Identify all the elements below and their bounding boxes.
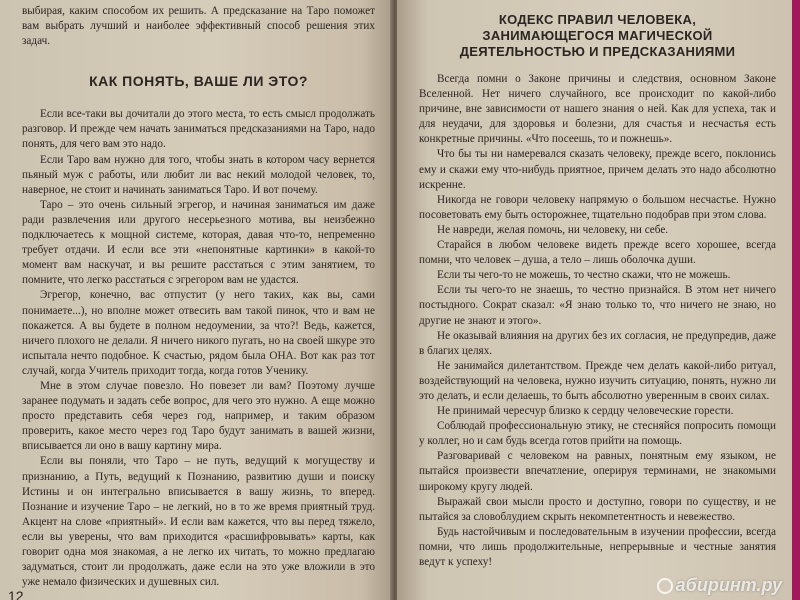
rule-paragraph: Если ты чего-то не можешь, то честно скажи, что не можешь. [437,269,731,282]
rule-paragraph: Не оказывай влияния на других без их согласия, не предупредив, даже в благих целях. [419,329,776,357]
rule-paragraph: Если ты чего-то не знаешь, то честно признайся. В этом нет ничего постыдного. Сократ сказал: «Я знаю только то, что ничего не знаю, но другие не знают и этого». [419,284,776,327]
chapter-heading-line: ЗАНИМАЮЩЕГОСЯ МАГИЧЕСКОЙ [482,28,713,43]
chapter-heading-line: ДЕЯТЕЛЬНОСТЬЮ И ПРЕДСКАЗАНИЯМИ [459,44,736,59]
left-paragraph: Таро – это очень сильный эгрегор, и начиная заниматься им даже ради развлечения или другого несерьезного мотива, вы неизбежно подключаетесь к мощной системе, которая, давая что-то, непременно требует отдачи. И если все эти «непонятные картинки» в какой-то момент вам наскучат, и вы решите расстаться с этим занятием, то помните, что легко расстаться с эгрегором вам не удастся. [22,198,375,287]
watermark [657,575,782,596]
chapter-heading-line: КОДЕКС ПРАВИЛ ЧЕЛОВЕКА, [498,12,697,27]
rule-paragraph: Всегда помни о Законе причины и следствия, основном Законе Вселенной. Нет ничего случайного, все происходит по какой-либо причине, вне зависимости от нашего знания о ней. Как для успеха, так и для неудачи, для здоровья и болезни, для счастья и несчастья есть конкретные причины. «Что посеешь, то и пожнешь». [419,73,776,146]
left-page [0,0,393,600]
rule-paragraph: Не занимайся дилетантством. Прежде чем делать какой-либо ритуал, воздействующий на человека, нужно изучить ситуацию, понять, нужно ли это делать, и если делаешь, то быть абсолютно уверенным в своих силах. [419,359,776,402]
rule-paragraph: Старайся в любом человеке видеть прежде всего хорошее, всегда помни, что человек – душа, а тело – лишь оболочка души. [419,239,776,267]
chapter-heading [419,12,776,60]
book-cover-edge [792,0,800,600]
left-paragraph: выбирая, каким способом их решить. А предсказание на Таро поможет вам выбрать лучший и наиболее эффективный способ решения этих задач. [22,5,375,48]
left-paragraph: Эгрегор, конечно, вас отпустит (у него таких, как вы, сами понимаете...), но вполне может отвесить вам такой пинок, что и вам не покажется. А вы будете в полном недоумении, за что?! Ведь, кажется, ничего плохого не делали. Я ничего никого пугать, но на своей шкуре это испытала нечто подобное. К счастью, рядом была ОНА. Вот как раз тот случай, когда Учитель приходит тогда, когда готов Ученику. [22,289,375,377]
rule-paragraph: Разговаривай с человеком на равных, понятным ему языком, не пытайся произвести впечатление, оперируя терминами, не знакомыми широкому кругу людей. [419,450,776,493]
rule-paragraph: Выражай свои мысли просто и доступно, говори по существу, и не пытайся за словоблудием скрыть некомпетентность и невежество. [419,495,776,523]
rule-paragraph: Не принимай чересчур близко к сердцу человеческие горести. [437,405,734,418]
rule-paragraph: Будь настойчивым и последовательным в изучении профессии, всегда помни, что лишь продолжительные, непрерывные и честные занятия ведут к успеху! [419,525,776,568]
rule-paragraph: Не навреди, желая помочь, ни человеку, ни себе. [437,223,669,236]
rule-paragraph: Никогда не говори человеку напрямую о большом несчастье. Нужно посоветовать ему быть осторожнее, тщательно подобрав при этом слова. [419,193,776,221]
left-paragraph: Если вы поняли, что Таро – не путь, ведущий к могуществу и признанию, а Путь, ведущий к Познанию, развитию души и поиску Истины и он интегрально вписывается в вашу жизнь, то вперед. Познание и изучение Таро – не легкий, но в то же время приятный труд. Акцент на слове «приятный». И если вам кажется, что вы перед тяжело, если вы уверены, что вам приходится «расшифровывать» карты, как говорит одна моя знакомая, а не легко их читать, то можно предлагаю задуматься, стоит ли продолжать, даже если на это уже вложили в это уже немало физических и душевных сил. [22,455,375,589]
rule-paragraph: Что бы ты ни намеревался сказать человеку, прежде всего, поклонись ему и скажи ему что-нибудь приятное, причем делать это надо абсолютно искренне. [419,148,776,191]
right-page [397,0,792,600]
left-paragraph: Если Таро вам нужно для того, чтобы знать в котором часу вернется пьяный муж с работы, или любит ли вас некий молодой человек, то, наверное, не стоит и начинать заниматься Таро. И вот почему. [22,153,375,196]
labirint-logo-icon [657,578,673,594]
page-number: 12 [8,588,24,600]
left-paragraph: Мне в этом случае повезло. Но повезет ли вам? Поэтому лучше заранее подумать и задать себе вопрос, для чего это нужно. А еще можно просто представить себя через год, например, и таким образом проверить, какое место через год Таро будут занимать в вашей жизни, вписывается ли оно в вашу картину мира. [22,379,375,453]
rule-paragraph: Соблюдай профессиональную этику, не стесняйся попросить помощи у коллег, но и сам будь всегда готов прийти на помощь. [419,420,776,448]
section-heading: КАК ПОНЯТЬ, ВАШЕ ЛИ ЭТО? [89,73,308,90]
watermark-text: абиринт.ру [675,575,782,595]
left-paragraph: Если все-таки вы дочитали до этого места, то есть смысл продолжать разговор. И прежде чем начать заниматься предсказаниями на Таро, надо понять, для чего вам это надо. [22,108,375,151]
